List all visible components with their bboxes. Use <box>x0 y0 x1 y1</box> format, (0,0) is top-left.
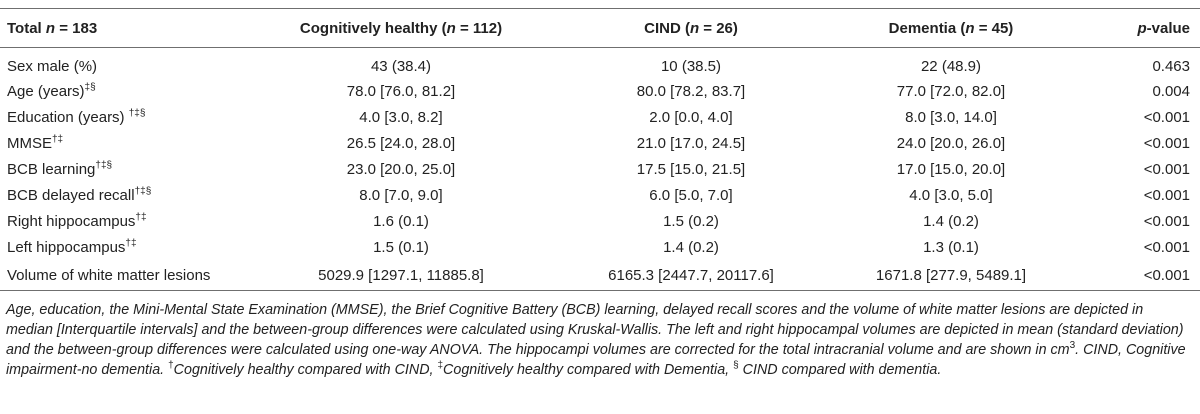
cell-p-value: 0.463 <box>1152 57 1190 75</box>
cell-healthy: 78.0 [76.0, 81.2] <box>346 82 456 100</box>
cell-cind: 1.4 (0.2) <box>663 238 719 256</box>
cell-healthy: 1.6 (0.1) <box>373 212 429 230</box>
row-label-text: MMSE <box>7 134 52 152</box>
cell-dementia: 8.0 [3.0, 14.0] <box>905 108 997 126</box>
row-label-text: Right hippocampus <box>7 212 136 230</box>
cell-cind: 6.0 [5.0, 7.0] <box>649 186 733 204</box>
cell-dementia: 4.0 [3.0, 5.0] <box>909 186 993 204</box>
cell-dementia: 1671.8 [277.9, 5489.1] <box>836 260 1066 291</box>
cell-p-value: 0.004 <box>1152 82 1190 100</box>
cell-dementia: 77.0 [72.0, 82.0] <box>896 82 1006 100</box>
cell-cind: 17.5 [15.0, 21.5] <box>636 160 746 178</box>
cell-dementia: 1.4 (0.2) <box>923 212 979 230</box>
footnote-marks: †‡ <box>125 237 137 249</box>
row-label <box>0 234 256 260</box>
cell-healthy: 5029.9 [1297.1, 11885.8] <box>256 260 546 291</box>
cell-healthy: 23.0 [20.0, 25.0] <box>346 160 456 178</box>
cell-cind: 2.0 [0.0, 4.0] <box>649 108 733 126</box>
table-row <box>0 182 1200 208</box>
table-row <box>0 104 1200 130</box>
header-total: Total n = 183 <box>0 9 256 48</box>
table-footnote: Age, education, the Mini-Mental State Examination (MMSE), the Brief Cognitive Battery (BCB) learning, delayed recall scores and the volume of white matter lesions are depicted in median [Interquartile intervals] and the between-group differences were calculated using Kruskal-Wallis. The left and right hippocampal volumes are depicted in mean (standard deviation) and the between-group differences were calculated using one-way ANOVA. The hippocampi volumes are corrected for the total intracranial volume and are shown in $cm^3$. CIND, Cognitive impairment-no dementia. †Cognitively healthy compared with CIND, ‡Cognitively healthy compared with Dementia, § CIND compared with dementia. <box>6 302 1186 378</box>
cell-cind: 21.0 [17.0, 24.5] <box>636 134 746 152</box>
cell-healthy: 43 (38.4) <box>370 57 432 75</box>
cell-p-value: <0.001 <box>1143 108 1190 126</box>
cell-healthy: 26.5 [24.0, 28.0] <box>346 134 456 152</box>
table-row <box>0 234 1200 260</box>
header-p-value: p-value <box>1066 9 1200 48</box>
table-row <box>0 208 1200 234</box>
table-row <box>0 130 1200 156</box>
row-label-text: Age (years) <box>7 82 85 100</box>
data-table <box>0 8 1200 291</box>
table-body <box>0 48 1200 291</box>
footnote-marks: †‡§ <box>128 107 146 119</box>
cell-p-value: <0.001 <box>1143 186 1190 204</box>
cell-cind: 1.5 (0.2) <box>663 212 719 230</box>
footnote-marks: †‡§ <box>134 185 152 197</box>
cell-p-value: <0.001 <box>1143 238 1190 256</box>
row-label <box>0 104 256 130</box>
table-header <box>0 9 1200 48</box>
row-label <box>0 48 256 79</box>
header-cind: CIND (n = 26) <box>546 9 836 48</box>
row-label <box>0 130 256 156</box>
footnote-marks: ‡§ <box>84 81 96 93</box>
cell-p-value: <0.001 <box>1143 212 1190 230</box>
row-label <box>0 78 256 104</box>
cell-cind: 80.0 [78.2, 83.7] <box>636 82 746 100</box>
cell-healthy: 8.0 [7.0, 9.0] <box>359 186 443 204</box>
cell-dementia: 24.0 [20.0, 26.0] <box>896 134 1006 152</box>
table-row <box>0 48 1200 79</box>
footnote-marks: †‡§ <box>95 159 113 171</box>
header-row <box>0 9 1200 48</box>
cell-dementia: 17.0 [15.0, 20.0] <box>896 160 1006 178</box>
header-healthy: Cognitively healthy (n = 112) <box>256 9 546 48</box>
cell-p-value: <0.001 <box>1066 260 1200 291</box>
row-label-text: Volume of white matter lesions <box>7 266 211 284</box>
table-row <box>0 260 1200 291</box>
cell-p-value: <0.001 <box>1143 160 1190 178</box>
row-label-text: Education (years) <box>7 108 129 126</box>
cell-healthy: 4.0 [3.0, 8.2] <box>359 108 443 126</box>
cell-cind: 6165.3 [2447.7, 20117.6] <box>546 260 836 291</box>
cell-cind: 10 (38.5) <box>660 57 722 75</box>
cell-dementia: 22 (48.9) <box>920 57 982 75</box>
header-dementia: Dementia (n = 45) <box>836 9 1066 48</box>
row-label-text: BCB learning <box>7 160 96 178</box>
cell-healthy: 1.5 (0.1) <box>373 238 429 256</box>
row-label-text: BCB delayed recall <box>7 186 135 204</box>
footnote-marks: †‡ <box>52 133 64 145</box>
table-row <box>0 78 1200 104</box>
row-label <box>0 208 256 234</box>
cell-p-value: <0.001 <box>1143 134 1190 152</box>
table-row <box>0 156 1200 182</box>
footnote-marks: †‡ <box>135 211 147 223</box>
row-label <box>0 156 256 182</box>
row-label-text: Left hippocampus <box>7 238 126 256</box>
row-label <box>0 260 256 291</box>
cell-dementia: 1.3 (0.1) <box>923 238 979 256</box>
row-label <box>0 182 256 208</box>
row-label-text: Sex male (%) <box>7 57 98 75</box>
